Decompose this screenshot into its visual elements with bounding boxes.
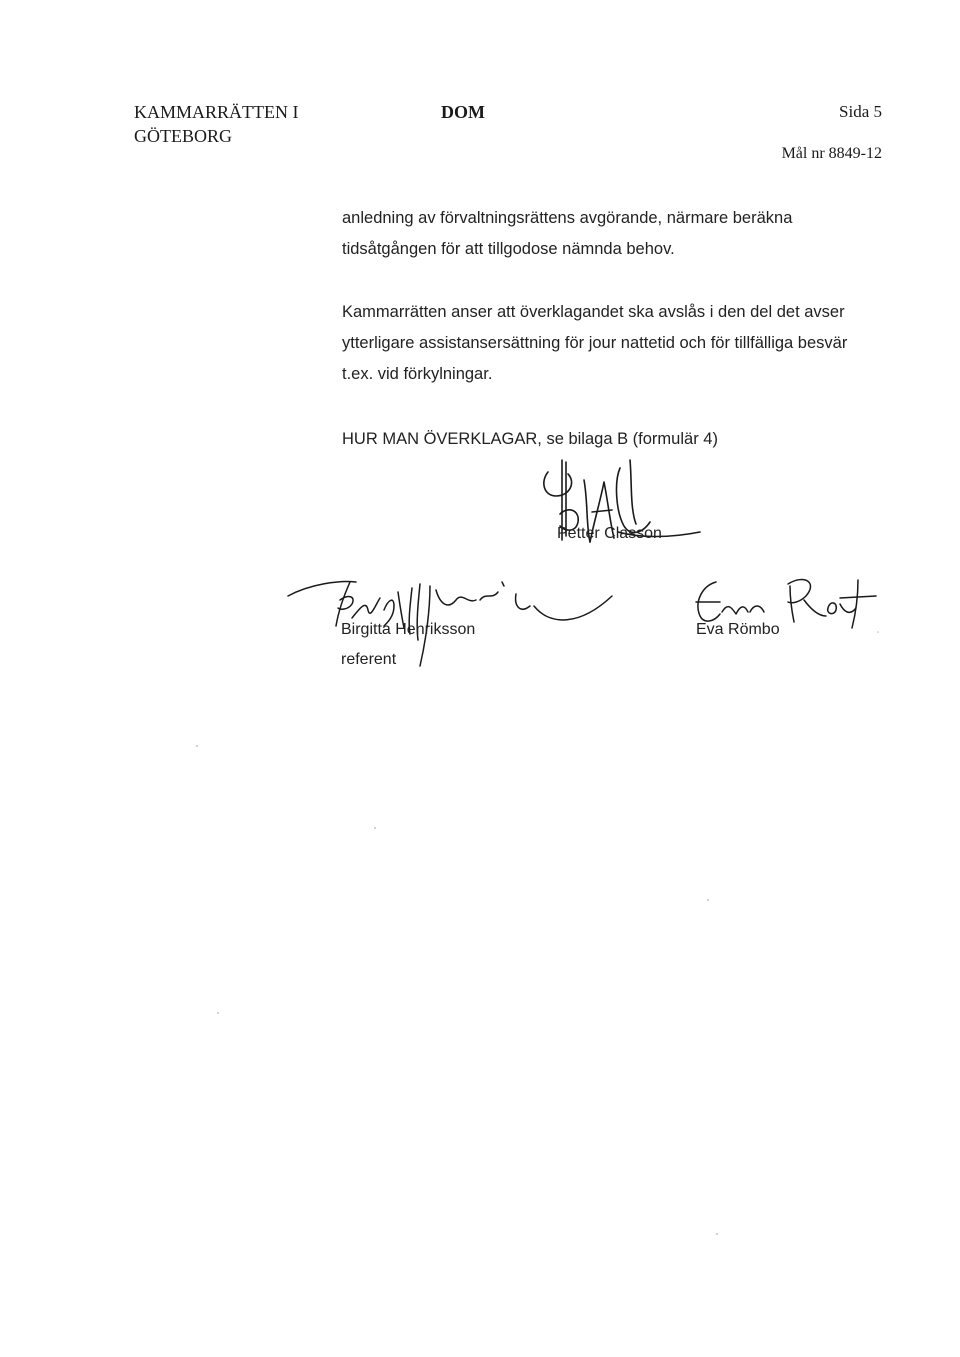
paragraph-1-line-1: anledning av förvaltningsrättens avgörande, närmare beräkna	[342, 209, 793, 227]
court-name-line1: KAMMARRÄTTEN I	[134, 102, 299, 122]
paragraph-1-line-2: tidsåtgången för att tillgodose nämnda behov.	[342, 240, 675, 258]
case-number: Mål nr 8849-12	[781, 145, 882, 162]
scan-speck	[877, 631, 879, 633]
scan-speck	[196, 745, 198, 747]
scan-speck	[707, 899, 709, 901]
third-judge-name: Eva Römbo	[696, 621, 780, 638]
rapporteur-role: referent	[341, 651, 397, 668]
paragraph-2-line-1: Kammarrätten anser att överklagandet ska avslås i den del det avser	[342, 303, 845, 321]
scan-speck	[374, 827, 376, 829]
rapporteur-name: Birgitta Henriksson	[341, 621, 476, 638]
scan-speck	[217, 1012, 219, 1014]
paragraph-2-line-3: t.ex. vid förkylningar.	[342, 365, 493, 383]
paragraph-2-line-2: ytterligare assistansersättning för jour nattetid och för tillfälliga besvär	[342, 334, 848, 352]
document-type: DOM	[441, 102, 485, 122]
scan-speck	[716, 1233, 718, 1235]
court-name-line2: GÖTEBORG	[134, 126, 232, 146]
chair-name: Petter Classon	[557, 525, 662, 542]
page-number: Sida 5	[839, 102, 882, 121]
appeal-instructions: HUR MAN ÖVERKLAGAR, se bilaga B (formulär 4)	[342, 430, 718, 448]
